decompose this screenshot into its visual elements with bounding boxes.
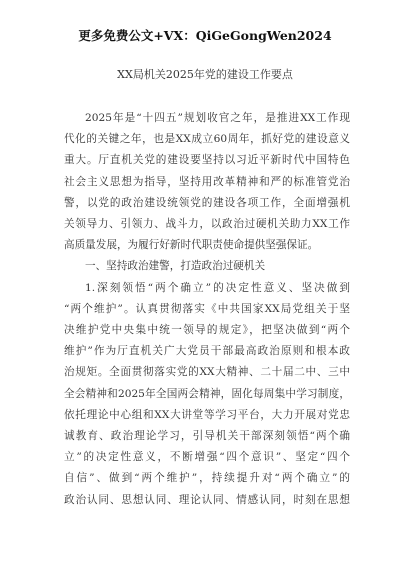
paragraph-line: 警，以党的政治建设统领党的建设各项工作，全面增强机 (64, 196, 350, 209)
document-title: XX局机关2025年党的建设工作要点 (117, 68, 293, 81)
header-banner: 更多免费公文+VX：QiGeGongWen2024 (78, 28, 332, 43)
paragraph-line: 诚教育、政治理论学习，引导机关干部深刻领悟“两个确 (64, 430, 350, 443)
section-heading (64, 256, 350, 277)
document-body (64, 108, 350, 511)
paragraph-line: 政治认同、思想认同、理论认同、情感认同，时刻在思想 (64, 493, 350, 506)
paragraph-line: 依托理论中心组和XX大讲堂等学习平台，大力开展对党忠 (64, 408, 350, 421)
item-paragraph (64, 278, 350, 511)
paragraph-line: 全会精神和2025年全国两会精神，固化每周集中学习制度， (64, 387, 350, 400)
paragraph-line: 2025年是“十四五”规划收官之年，是推进XX工作现 (85, 112, 350, 124)
paragraph-line: 决维护党中央集中统一领导的规定》，把坚决做到“两个 (64, 324, 350, 337)
paragraph-line: 维护”作为厅直机关广大党员干部最高政治原则和根本政 (64, 345, 350, 358)
paragraph-line: 立”的决定性意义，不断增强“四个意识”、坚定“四个 (64, 451, 350, 464)
section-heading-text: 一、坚持政治建警，打造政治过硬机关 (85, 260, 266, 273)
paragraph-line: 1.深刻领悟“两个确立”的决定性意义、坚决做到 (85, 281, 350, 294)
paragraph-line: 代化的关键之年，也是XX成立60周年，抓好党的建设意义 (64, 133, 350, 146)
paragraph-line: 重大。厅直机关党的建设要坚持以习近平新时代中国特色 (64, 154, 350, 167)
intro-paragraph (64, 108, 350, 256)
paragraph-line: 自信”、做到“两个维护”，持续提升对“两个确立”的 (64, 472, 350, 485)
paragraph-line: 社会主义思想为指导，坚持用改革精神和严的标准管党治 (64, 175, 350, 188)
paragraph-line: 关领导力、引领力、战斗力，以政治过硬机关助力XX工作 (64, 218, 350, 231)
paragraph-line: 高质量发展，为履行好新时代职责使命提供坚强保证。 (64, 239, 319, 252)
paragraph-line: 治规矩。全面贯彻落实党的XX大精神、二十届二中、三中 (64, 366, 350, 379)
paragraph-line: “两个维护”。认真贯彻落实《中共国家XX局党组关于坚 (64, 302, 350, 315)
